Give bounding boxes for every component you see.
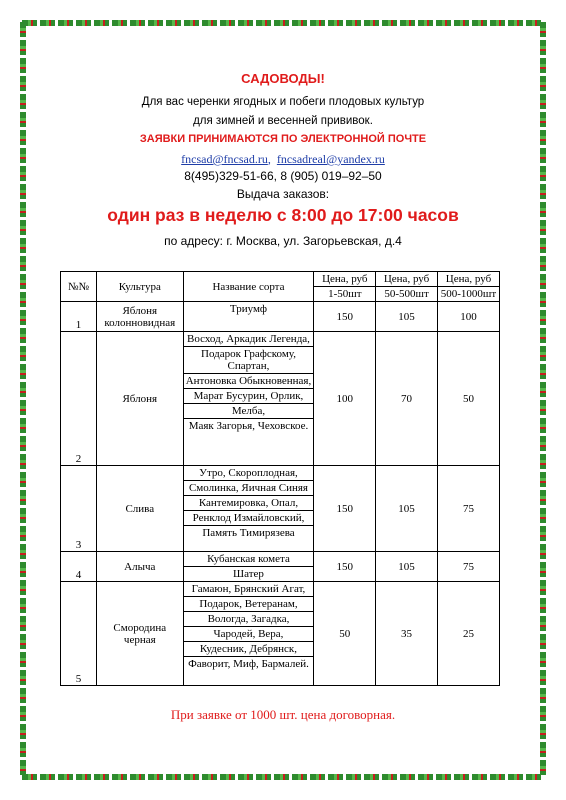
table-header-row <box>61 272 500 287</box>
variety-name: Восход, Аркадик Легенда, <box>184 332 314 347</box>
row-price-2: 105 <box>376 552 438 582</box>
row-varieties <box>183 552 314 582</box>
row-number: 4 <box>61 552 97 582</box>
row-price-3: 100 <box>437 302 499 332</box>
row-varieties <box>183 332 314 466</box>
table-row <box>61 582 500 686</box>
row-number: 2 <box>61 332 97 466</box>
header-range-2: 50-500шт <box>376 287 438 302</box>
row-culture: Яблоня колонновидная <box>97 302 183 332</box>
row-culture: Яблоня <box>97 332 183 466</box>
intro-line-1: Для вас черенки ягодных и побеги плодовых культур <box>141 96 425 108</box>
variety-name: Вологда, Загадка, <box>184 612 314 627</box>
email-link-1[interactable]: fncsad@fncsad.ru <box>181 152 268 166</box>
variety-name: Кудесник, Дебрянск, <box>184 642 314 657</box>
header-range-3: 500-1000шт <box>437 287 499 302</box>
row-culture: Смородина черная <box>97 582 183 686</box>
row-number: 5 <box>61 582 97 686</box>
header-price-2: Цена, руб <box>376 272 438 287</box>
variety-name: Маяк Загорья, Чеховское. <box>188 420 309 432</box>
order-issue-label: Выдача заказов: <box>236 187 330 201</box>
header-price-3: Цена, руб <box>437 272 499 287</box>
intro-line-2: для зимней и весенней прививок. <box>193 115 373 127</box>
schedule-text: один раз в неделю с 8:00 до 17:00 часов <box>107 205 459 225</box>
row-price-3: 50 <box>437 332 499 466</box>
email-links <box>0 152 566 167</box>
variety-name: Утро, Скороплодная, <box>184 466 314 481</box>
row-price-1: 150 <box>314 552 376 582</box>
table-row <box>61 552 500 582</box>
footer-note: При заявке от 1000 шт. цена договорная. <box>170 707 396 722</box>
phone-numbers: 8(495)329-51-66, 8 (905) 019–92–50 <box>184 169 382 183</box>
row-varieties <box>183 302 314 332</box>
variety-name: Триумф <box>229 303 268 315</box>
variety-name: Марат Бусурин, Орлик, <box>184 389 314 404</box>
row-price-1: 100 <box>314 332 376 466</box>
email-separator: , <box>267 152 271 166</box>
row-number: 3 <box>61 466 97 552</box>
header-variety: Название сорта <box>183 272 314 302</box>
email-link-2[interactable]: fncsadreal@yandex.ru <box>276 152 385 166</box>
table-row <box>61 466 500 552</box>
page-title: САДОВОДЫ! <box>241 71 325 86</box>
variety-name: Чародей, Вера, <box>184 627 314 642</box>
row-price-1: 150 <box>314 302 376 332</box>
variety-name: Подарок, Ветеранам, <box>184 597 314 612</box>
price-table <box>60 271 500 686</box>
variety-name: Мелба, <box>184 404 314 419</box>
row-price-2: 70 <box>376 332 438 466</box>
variety-name: Антоновка Обыкновенная, <box>184 374 314 389</box>
address-text: по адресу: г. Москва, ул. Загорьевская, д.4 <box>164 234 402 248</box>
row-price-3: 75 <box>437 466 499 552</box>
variety-name: Ренклод Измайловский, <box>184 511 314 526</box>
holly-border-top <box>22 20 544 26</box>
row-culture: Алыча <box>97 552 183 582</box>
header-num: №№ <box>61 272 97 302</box>
row-price-1: 150 <box>314 466 376 552</box>
header-price-1: Цена, руб <box>314 272 376 287</box>
variety-name: Кубанская комета <box>184 552 314 567</box>
row-number: 1 <box>61 302 97 332</box>
variety-name: Память Тимирязева <box>202 527 295 539</box>
holly-border-bottom <box>22 774 544 780</box>
row-price-1: 50 <box>314 582 376 686</box>
variety-name: Кантемировка, Опал, <box>184 496 314 511</box>
row-price-3: 75 <box>437 552 499 582</box>
table-row <box>61 332 500 466</box>
variety-name: Гамаюн, Брянский Агат, <box>184 582 314 597</box>
variety-name: Смолинка, Яичная Синяя <box>184 481 314 496</box>
variety-name: Шатер <box>233 568 264 580</box>
row-varieties <box>183 466 314 552</box>
variety-name: Подарок Графскому, Спартан, <box>184 347 314 374</box>
header-culture: Культура <box>97 272 183 302</box>
header-range-1: 1-50шт <box>314 287 376 302</box>
row-price-2: 105 <box>376 466 438 552</box>
orders-notice: ЗАЯВКИ ПРИНИМАЮТСЯ ПО ЭЛЕКТРОННОЙ ПОЧТЕ <box>139 133 427 145</box>
variety-name: Фаворит, Миф, Бармалей. <box>188 658 309 670</box>
row-price-2: 35 <box>376 582 438 686</box>
row-culture: Слива <box>97 466 183 552</box>
table-row <box>61 302 500 332</box>
row-varieties <box>183 582 314 686</box>
row-price-3: 25 <box>437 582 499 686</box>
row-price-2: 105 <box>376 302 438 332</box>
